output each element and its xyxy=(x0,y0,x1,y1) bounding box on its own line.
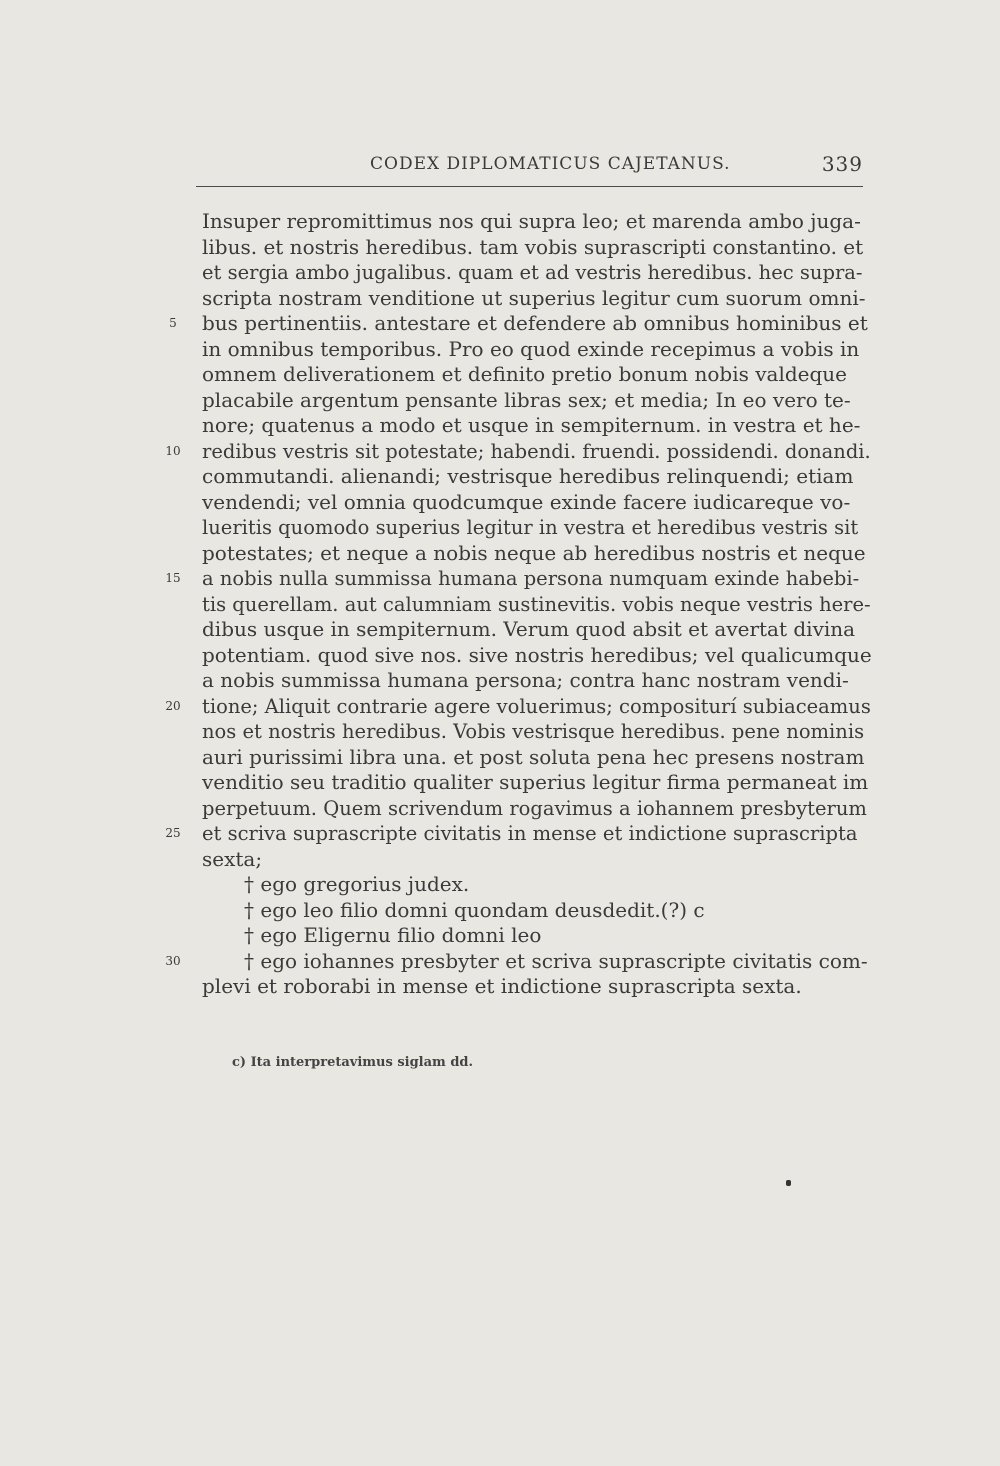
running-title: CODEX DIPLOMATICUS CAJETANUS. xyxy=(370,154,731,174)
ink-speck xyxy=(786,1180,791,1186)
text-line: scripta nostram venditione ut superius legitur cum suorum omni- xyxy=(202,285,866,310)
text-line: potentiam. quod sive nos. sive nostris heredibus; vel qualicumque xyxy=(202,642,872,667)
document-body xyxy=(165,209,872,1000)
closing-line: plevi et roborabi in mense et indictione suprascripta sexta. xyxy=(202,974,802,998)
text-line: 25 et scriva suprascripte civitatis in mense et indictione suprascripta xyxy=(202,821,872,847)
text-line: potestates; et neque a nobis neque ab heredibus nostris et neque xyxy=(202,540,866,565)
text-line: tis querellam. aut calumniam sustinevitis. vobis neque vestris here- xyxy=(202,592,871,616)
line-number: 20 xyxy=(165,698,181,713)
text-line: venditio seu traditio qualiter superius legitur firma permaneat im xyxy=(202,770,869,794)
text-line: dibus usque in sempiternum. Verum quod absit et avertat divina xyxy=(202,617,856,641)
running-head xyxy=(200,150,863,182)
text-line: auri purissimi libra una. et post soluta pena hec presens nostram xyxy=(202,744,865,769)
text-line: 10 redibus vestris sit potestate; habendi. fruendi. possidendi. donandi. xyxy=(202,439,872,465)
footnote: c) Ita interpretavimus siglam dd. xyxy=(232,1055,474,1070)
text-line: et sergia ambo jugalibus. quam et ad vestris heredibus. hec supra- xyxy=(202,261,863,284)
line-number: 15 xyxy=(165,571,181,585)
text-line: commutandi. alienandi; vestrisque heredibus relinquendi; etiam xyxy=(202,464,854,488)
text-line: in omnibus temporibus. Pro eo quod exinde recepimus a vobis in xyxy=(202,336,860,361)
text-line: Insuper repromittimus nos qui supra leo; et marenda ambo juga- xyxy=(202,209,861,233)
line-number: 30 xyxy=(165,953,181,968)
signature-line: † ego leo filio domni quondam deusdedit.(?) c xyxy=(244,897,705,922)
text-line: perpetuum. Quem scrivendum rogavimus a iohannem presbyterum xyxy=(202,796,867,820)
signature-line: † ego Eligernu filio domni leo xyxy=(244,923,542,947)
signature-line: † ego gregorius judex. xyxy=(244,872,470,896)
text-line: 15 a nobis nulla summissa humana persona numquam exinde habebi- xyxy=(202,566,872,592)
text-line: placabile argentum pensante libras sex; et media; In eo vero te- xyxy=(202,387,851,412)
signature-line: 30 † ego iohannes presbyter et scriva suprascripte civitatis com- xyxy=(202,949,872,975)
text-line: lueritis quomodo superius legitur in vestra et heredibus vestris sit xyxy=(202,516,859,539)
header-rule xyxy=(196,186,863,187)
text-line: nos et nostris heredibus. Vobis vestrisque heredibus. pene nominis xyxy=(202,720,865,743)
text-line: 5 bus pertinentiis. antestare et defendere ab omnibus hominibus et xyxy=(202,311,872,337)
line-number: 10 xyxy=(165,443,181,458)
text-line: 20 tione; Aliquit contrarie agere voluerimus; compositurí subiaceamus xyxy=(202,694,872,720)
text-line: omnem deliverationem et definito pretio bonum nobis valdeque xyxy=(202,362,848,386)
text-line: vendendi; vel omnia quodcumque exinde facere iudicareque vo- xyxy=(202,489,851,514)
line-number: 25 xyxy=(165,826,181,840)
text-line: libus. et nostris heredibus. tam vobis suprascripti constantino. et xyxy=(202,234,864,259)
text-line: a nobis summissa humana persona; contra hanc nostram vendi- xyxy=(202,668,849,692)
page-number: 339 xyxy=(821,152,863,176)
line-number: 5 xyxy=(169,316,177,330)
text-line: sexta; xyxy=(202,846,263,871)
text-line: nore; quatenus a modo et usque in sempiternum. in vestra et he- xyxy=(202,413,861,437)
